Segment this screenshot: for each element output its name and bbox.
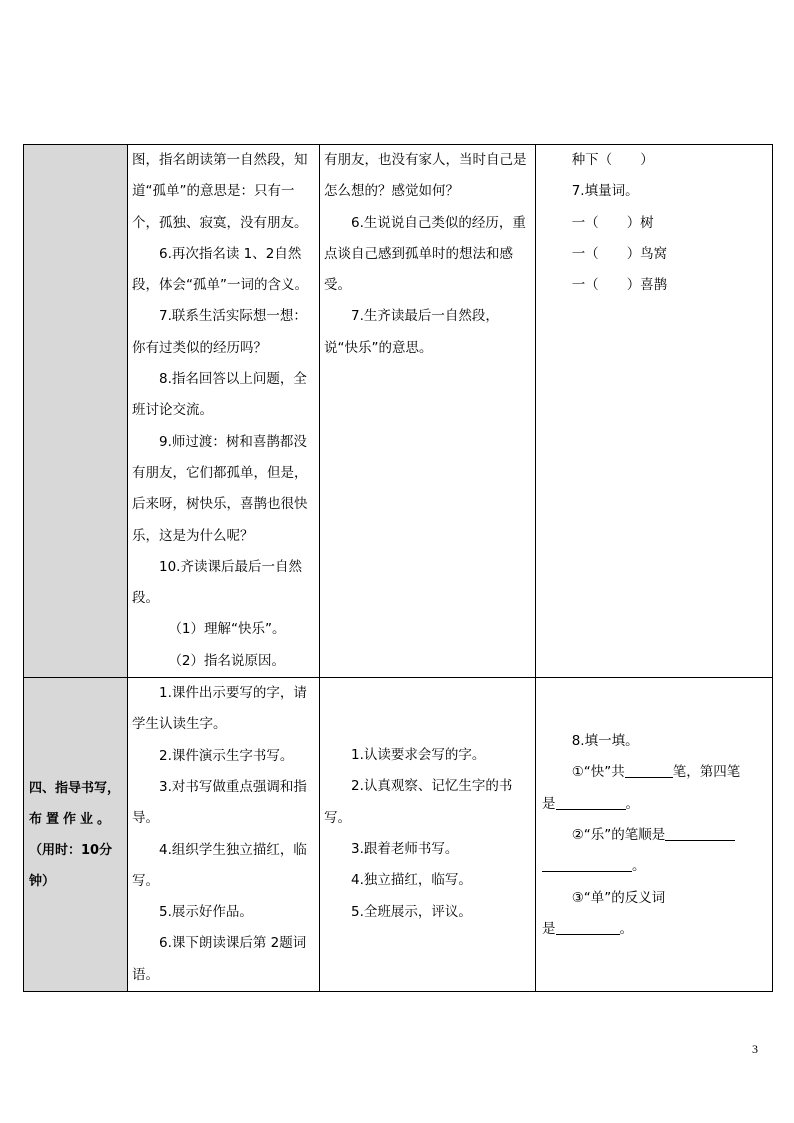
teacher-paragraph: 10.齐读课后最后一自然段。: [132, 558, 302, 607]
stage-duration: （用时：10分钟）: [29, 842, 113, 889]
exercise-text: 种下（: [571, 152, 613, 168]
exercise-text: ）鸟窝: [626, 245, 668, 262]
table-row: [24, 678, 773, 992]
student-paragraph: 有朋友，也没有家人，当时自己是怎么想的？感觉如何？: [324, 152, 527, 200]
quantifier-item: [542, 239, 766, 270]
exercise-text: 。: [632, 858, 646, 875]
student-paragraph: 1.认读要求会写的字。: [351, 747, 486, 764]
stage-cell-empty: [24, 145, 128, 678]
teacher-paragraph: 图，指名朗读第一自然段，知道“孤单”的意思是：只有一个，孤独、寂寞，没有朋友。: [132, 152, 308, 231]
stage-cell: [24, 678, 128, 992]
teacher-paragraph: 8.指名回答以上问题，全班讨论交流。: [132, 371, 307, 419]
exercise-cell: [536, 145, 773, 678]
teacher-activity-cell: [128, 678, 320, 992]
exercise-text: ②“乐”的笔顺是: [571, 826, 666, 843]
teacher-paragraph: 2.课件演示生字书写。: [159, 747, 294, 764]
exercise-text: ）: [640, 152, 654, 168]
exercise-line: [542, 145, 766, 176]
exercise-text: 一（: [571, 214, 599, 231]
exercise-text: 是: [542, 795, 556, 812]
exercise-question-cont: [542, 789, 766, 820]
teacher-paragraph: 3.对书写做重点强调和指导。: [132, 778, 307, 827]
quantifier-item: [542, 208, 766, 239]
exercise-text: ①“快”共: [571, 764, 625, 781]
exercise-title: 7.填量词。: [571, 183, 639, 200]
teacher-paragraph: 5.展示好作品。: [159, 904, 253, 921]
exercise-text: 一（: [571, 245, 599, 262]
answer-blank[interactable]: [556, 795, 626, 810]
exercise-cell: [536, 678, 773, 992]
answer-blank[interactable]: [665, 826, 735, 841]
exercise-text: 是: [542, 920, 556, 937]
exercise-question-cont: [542, 914, 766, 945]
student-activity-cell: [320, 145, 536, 678]
student-paragraph: 3.跟着老师书写。: [351, 840, 459, 857]
teacher-paragraph: 6.再次指名读 1、2自然段，体会“孤单”一词的含义。: [132, 245, 308, 294]
answer-blank[interactable]: [542, 858, 632, 873]
quantifier-item: [542, 270, 766, 301]
teacher-paragraph: 6.课下朗读课后第 2题词语。: [132, 935, 307, 983]
exercise-question: [542, 757, 766, 788]
exercise-text: ）喜鹊: [626, 277, 668, 294]
exercise-text: 。: [625, 795, 639, 812]
table-row: [24, 145, 773, 678]
student-paragraph: 7.生齐读最后一自然段，说“快乐”的意思。: [324, 308, 499, 356]
lesson-plan-table: [23, 144, 773, 992]
page-number: 3: [752, 1042, 758, 1056]
exercise-title: 8.填一填。: [571, 733, 639, 750]
stage-title: 布置作业。: [29, 811, 115, 827]
teacher-subitem: （1）理解“快乐”。: [168, 621, 286, 638]
teacher-paragraph: 7.联系生活实际想一想：你有过类似的经历吗？: [132, 308, 307, 356]
answer-blank[interactable]: [625, 764, 673, 779]
exercise-text: 。: [619, 920, 633, 937]
teacher-paragraph: 9.师过渡：树和喜鹊都没有朋友，它们都孤单，但是，后来呀，树快乐，喜鹊也很快乐，这是为什么呢？: [132, 433, 308, 544]
student-paragraph: 2.认真观察、记忆生字的书写。: [324, 778, 513, 826]
exercise-text: 笔，第四笔: [672, 764, 741, 781]
exercise-question-cont: [542, 851, 766, 882]
exercise-text: ）树: [626, 214, 654, 231]
exercise-question: ③“单”的反义词: [571, 889, 666, 906]
teacher-paragraph: 4.组织学生独立描红，临写。: [132, 841, 307, 889]
teacher-paragraph: 1.课件出示要写的字，请学生认读生字。: [132, 685, 307, 733]
stage-title: 四、指导书写，: [29, 780, 121, 796]
student-paragraph: 5.全班展示，评议。: [351, 903, 472, 920]
student-paragraph: 4.独立描红，临写。: [351, 872, 472, 889]
student-paragraph: 6.生说说自己类似的经历，重点谈自己感到孤单时的想法和感受。: [324, 214, 526, 294]
answer-blank[interactable]: [556, 920, 620, 935]
student-activity-cell: [320, 678, 536, 992]
teacher-subitem: （2）指名说原因。: [168, 652, 286, 669]
exercise-text: 一（: [571, 277, 599, 294]
teacher-activity-cell: [128, 145, 320, 678]
exercise-question: [542, 820, 766, 851]
